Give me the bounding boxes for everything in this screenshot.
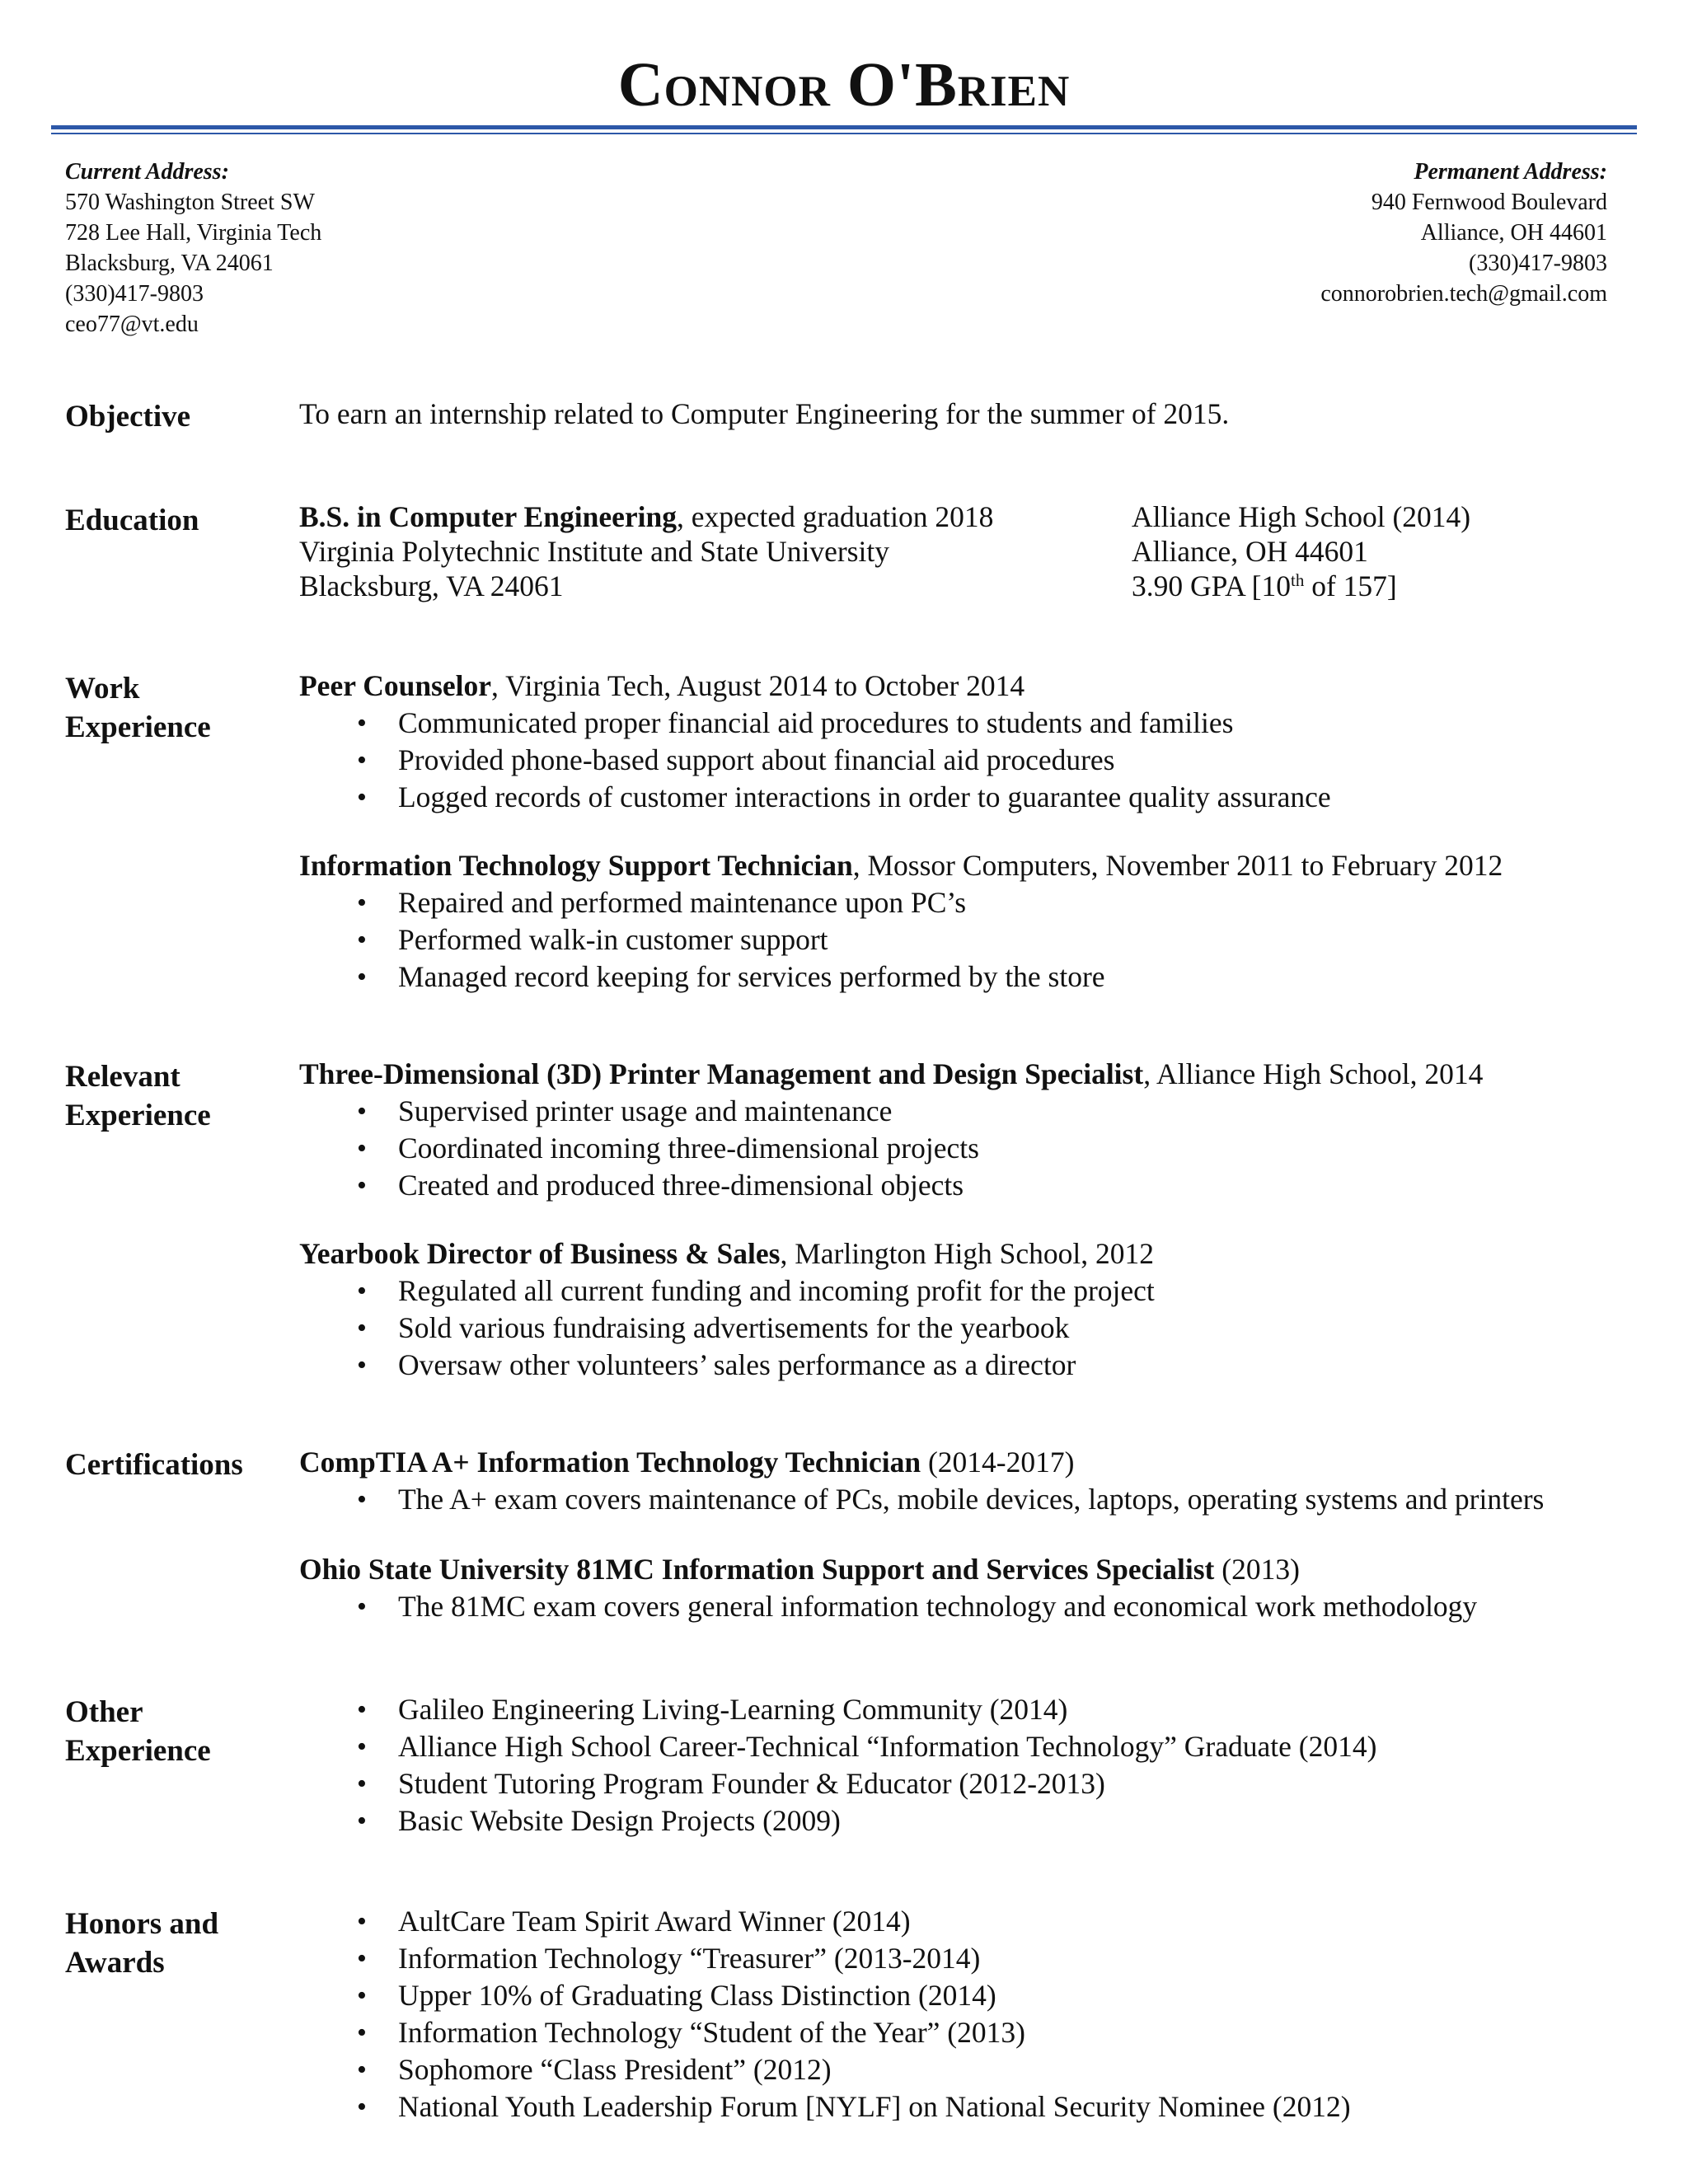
current-address-line: 728 Lee Hall, Virginia Tech <box>65 220 322 246</box>
relevant-label-line-2: Experience <box>65 1099 211 1132</box>
relevant-job-2 <box>299 1235 1659 1384</box>
job-title: Three-Dimensional (3D) Printer Management and Design Specialist <box>299 1057 1144 1090</box>
certification-years: (2013) <box>1214 1553 1300 1586</box>
current-address-line: 570 Washington Street SW <box>65 190 315 215</box>
high-school-gpa <box>1132 569 1470 603</box>
objective-label: Objective <box>65 400 191 434</box>
high-school-name: Alliance High School (2014) <box>1132 500 1471 533</box>
current-address-line: Blacksburg, VA 24061 <box>65 251 274 276</box>
relevant-experience-label <box>65 1057 312 1135</box>
job-title: Information Technology Support Technician <box>299 849 853 882</box>
list-item: • Galileo Engineering Living-Learning Community (2014) <box>299 1691 1659 1728</box>
job-bullet: • Performed walk-in customer support <box>299 921 1659 958</box>
current-email: ceo77@vt.edu <box>65 312 199 337</box>
list-item: • National Youth Leadership Forum [NYLF] on National Security Nominee (2012) <box>299 2088 1659 2125</box>
gpa-prefix: 3.90 GPA [10 <box>1132 569 1291 602</box>
list-item: • Student Tutoring Program Founder & Educator (2012-2013) <box>299 1765 1659 1802</box>
job-bullet: • Coordinated incoming three-dimensional projects <box>299 1130 1659 1167</box>
certification-bullet: • The 81MC exam covers general information technology and economical work methodology <box>299 1588 1659 1625</box>
list-item: • Alliance High School Career-Technical “Information Technology” Graduate (2014) <box>299 1728 1659 1765</box>
current-address <box>65 157 321 340</box>
resume-name: Connor O'Brien <box>617 50 1071 120</box>
list-item: • Basic Website Design Projects (2009) <box>299 1802 1659 1840</box>
certification-1 <box>299 1444 1659 1518</box>
work-experience-label <box>65 669 312 747</box>
other-experience-label <box>65 1693 312 1770</box>
list-item: • Information Technology “Student of the Year” (2013) <box>299 2014 1659 2051</box>
other-label-line-2: Experience <box>65 1734 211 1768</box>
gpa-superscript: th <box>1291 570 1305 590</box>
job-detail: , Marlington High School, 2012 <box>780 1237 1155 1270</box>
high-school-location: Alliance, OH 44601 <box>1132 535 1368 568</box>
job-bullet: • Sold various fundraising advertisements for the yearbook <box>299 1310 1659 1347</box>
job-bullet: • Oversaw other volunteers’ sales performance as a director <box>299 1347 1659 1384</box>
college-name: Virginia Polytechnic Institute and State University <box>299 535 889 568</box>
current-phone: (330)417-9803 <box>65 281 204 307</box>
permanent-address-line: Alliance, OH 44601 <box>1420 220 1607 246</box>
permanent-address-header: Permanent Address: <box>1414 159 1607 185</box>
certification-bullet: • The A+ exam covers maintenance of PCs, mobile devices, laptops, operating systems and printers <box>299 1481 1659 1518</box>
job-bullet: • Managed record keeping for services performed by the store <box>299 958 1659 996</box>
list-item: • Sophomore “Class President” (2012) <box>299 2051 1659 2088</box>
work-label-line-2: Experience <box>65 710 211 744</box>
job-bullet: • Logged records of customer interactions in order to guarantee quality assurance <box>299 779 1659 816</box>
certifications-label: Certifications <box>65 1448 243 1482</box>
honors-label-line-2: Awards <box>65 1946 165 1980</box>
job-detail: , Mossor Computers, November 2011 to February 2012 <box>852 849 1503 882</box>
header-rule-thin <box>51 133 1637 134</box>
work-label-line-1: Work <box>65 672 140 705</box>
honors-label-line-1: Honors and <box>65 1907 219 1941</box>
certification-2 <box>299 1551 1659 1625</box>
list-item: • Upper 10% of Graduating Class Distinction (2014) <box>299 1977 1659 2014</box>
degree-name: B.S. in Computer Engineering <box>299 500 677 533</box>
job-title: Peer Counselor <box>299 669 492 702</box>
job-bullet: • Repaired and performed maintenance upon PC’s <box>299 884 1659 921</box>
permanent-email: connorobrien.tech@gmail.com <box>1320 281 1607 307</box>
job-detail: , Alliance High School, 2014 <box>1143 1057 1484 1090</box>
job-title: Yearbook Director of Business & Sales <box>299 1237 781 1270</box>
list-item: • AultCare Team Spirit Award Winner (2014) <box>299 1903 1659 1940</box>
objective-text: To earn an internship related to Computer Engineering for the summer of 2015. <box>299 397 1230 430</box>
honors-list <box>299 1903 1659 2125</box>
education-high-school <box>1132 499 1470 603</box>
job-bullet: • Provided phone-based support about financial aid procedures <box>299 742 1659 779</box>
honors-awards-label <box>65 1905 312 1982</box>
job-bullet: • Supervised printer usage and maintenance <box>299 1093 1659 1130</box>
other-label-line-1: Other <box>65 1695 143 1729</box>
permanent-address-line: 940 Fernwood Boulevard <box>1371 190 1607 215</box>
other-experience-list <box>299 1691 1659 1840</box>
education-college <box>299 499 993 603</box>
job-bullet: • Regulated all current funding and incoming profit for the project <box>299 1272 1659 1310</box>
degree-graduation: , expected graduation 2018 <box>676 500 994 533</box>
list-item: • Information Technology “Treasurer” (2013-2014) <box>299 1940 1659 1977</box>
work-job-1 <box>299 668 1659 816</box>
header-rule-thick <box>51 125 1637 129</box>
permanent-address <box>1320 157 1607 309</box>
gpa-suffix: of 157] <box>1304 569 1397 602</box>
work-job-2 <box>299 847 1659 996</box>
certification-years: (2014-2017) <box>921 1446 1075 1479</box>
certification-title: CompTIA A+ Information Technology Technician <box>299 1446 921 1479</box>
job-bullet: • Communicated proper financial aid procedures to students and families <box>299 705 1659 742</box>
relevant-label-line-1: Relevant <box>65 1060 181 1094</box>
relevant-job-1 <box>299 1056 1659 1204</box>
current-address-header: Current Address: <box>65 159 229 185</box>
certification-title: Ohio State University 81MC Information Support and Services Specialist <box>299 1553 1215 1586</box>
permanent-phone: (330)417-9803 <box>1469 251 1607 276</box>
college-location: Blacksburg, VA 24061 <box>299 569 564 602</box>
job-bullet: • Created and produced three-dimensional objects <box>299 1167 1659 1204</box>
job-detail: , Virginia Tech, August 2014 to October 2014 <box>491 669 1025 702</box>
education-label: Education <box>65 504 199 537</box>
